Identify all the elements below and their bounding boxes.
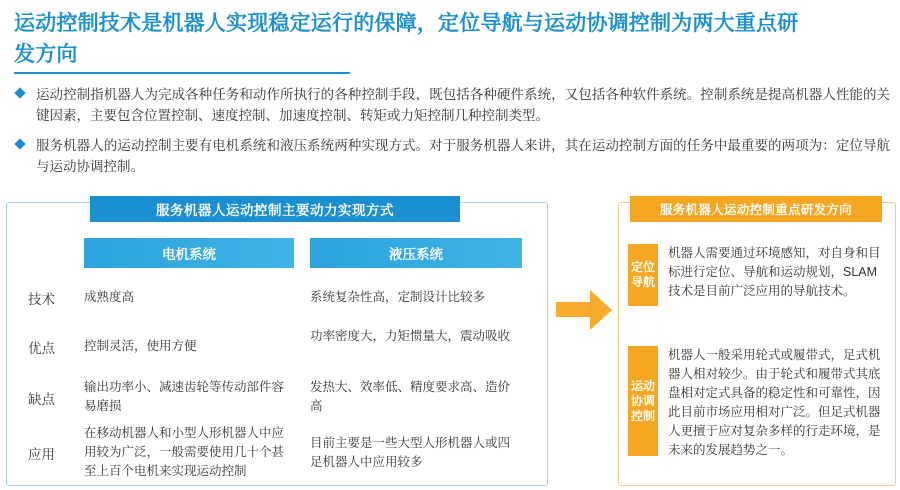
cell-disadvantages-hydraulic: 发热大、效率低、精度要求高、造价高 xyxy=(310,380,511,413)
page-title: 运动控制技术是机器人实现稳定运行的保障，定位导航与运动协调控制为两大重点研发方向 xyxy=(14,12,799,66)
list-item xyxy=(14,84,890,126)
diamond-bullet-icon xyxy=(14,138,25,149)
arrow-shaft xyxy=(556,302,592,317)
row-label-advantages: 优点 xyxy=(28,341,55,356)
right-arrow-icon xyxy=(556,290,614,330)
left-panel-header: 服务机器人运动控制主要动力实现方式 xyxy=(90,196,460,222)
bullet-list xyxy=(14,84,890,186)
bullet-text: 服务机器人的运动控制主要有电机系统和液压系统两种实现方式。对于服务机器人来讲，其在运动控制方面的任务中最重要的两项为：定位导航与运动协调控制。 xyxy=(36,138,890,174)
row-label-disadvantages: 缺点 xyxy=(28,392,55,407)
cell-application-hydraulic: 目前主要是一些大型人形机器人或四足机器人中应用较多 xyxy=(310,436,511,469)
title-underline xyxy=(14,72,350,74)
list-item xyxy=(14,135,890,177)
cell-technology-hydraulic: 系统复杂性高，定制设计比较多 xyxy=(310,290,486,304)
bullet-text: 运动控制指机器人为完成各种任务和动作所执行的各种控制手段，既包括各种硬件系统，又包括各种软件系统。控制系统是提高机器人性能的关键因素，主要包含位置控制、速度控制、加速度控制、转矩或力矩控制几种控制类型。 xyxy=(36,87,890,123)
right-panel-header: 服务机器人运动控制重点研发方向 xyxy=(630,196,882,222)
tag-localization-navigation: 定位导航 xyxy=(628,244,658,306)
column-header-motor: 电机系统 xyxy=(84,238,294,268)
cell-advantages-motor: 控制灵活，使用方便 xyxy=(84,339,197,353)
tag-motion-coordination-control: 运动协调控制 xyxy=(628,346,658,456)
row-label-application: 应用 xyxy=(28,447,55,462)
text-motion-coordination-control: 机器人一般采用轮式或履带式，足式机器人相对较少。由于轮式和履带式其底盘相对定式具备的稳定性和可靠性，因此目前市场应用相对广泛。但足式机器人更擅于应对复杂多样的行走环境，是未来的发展趋势之一。 xyxy=(668,348,881,457)
row-label-technology: 技术 xyxy=(28,292,55,307)
text-localization-navigation: 机器人需要通过环境感知，对自身和目标进行定位、导航和运动规划，SLAM技术是目前广泛应用的导航技术。 xyxy=(668,246,881,298)
cell-advantages-hydraulic: 功率密度大，力矩惯量大，震动吸收 xyxy=(310,329,511,343)
arrow-head xyxy=(590,290,612,330)
cell-application-motor: 在移动机器人和小型人形机器人中应用较为广泛，一般需要使用几十个甚至上百个电机来实现运动控制 xyxy=(84,426,285,478)
column-header-hydraulic: 液压系统 xyxy=(310,238,522,268)
cell-technology-motor: 成熟度高 xyxy=(84,290,135,304)
diamond-bullet-icon xyxy=(14,87,25,98)
cell-disadvantages-motor: 输出功率小、减速齿轮等传动部件容易磨损 xyxy=(84,380,285,413)
